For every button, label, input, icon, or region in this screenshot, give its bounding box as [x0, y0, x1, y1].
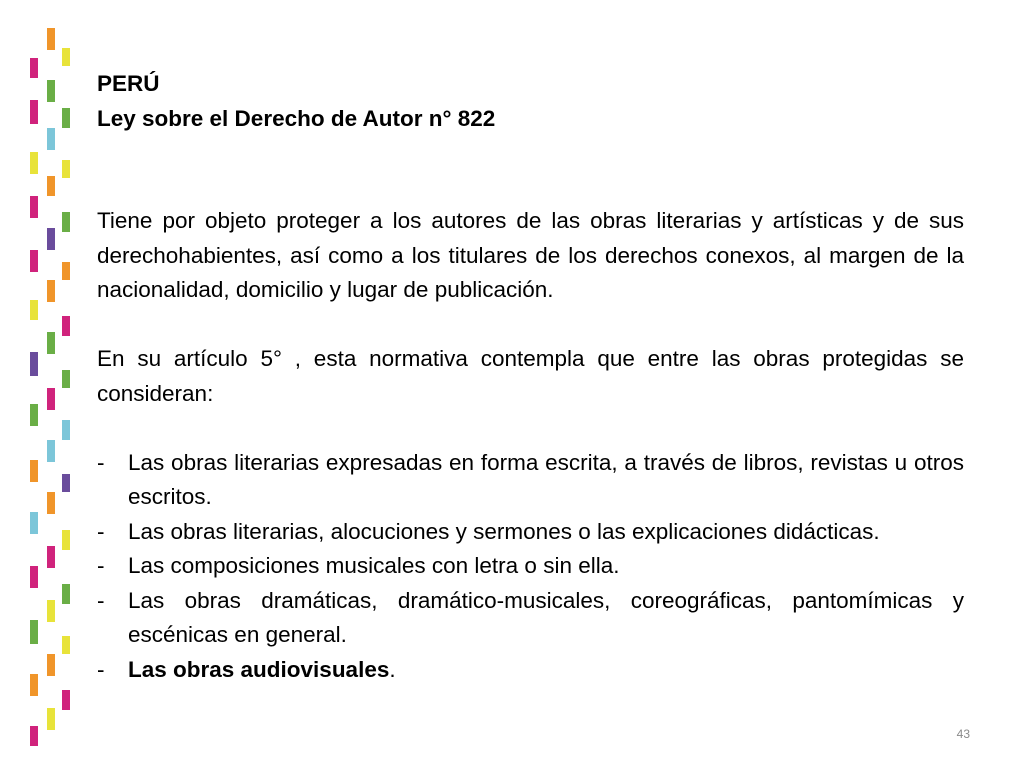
decor-bar — [30, 58, 38, 78]
decor-bar — [47, 176, 55, 196]
list-item-bold-text: Las obras audiovisuales — [128, 656, 390, 682]
decor-bar — [62, 212, 70, 232]
decor-bar — [47, 600, 55, 622]
list-item-period: . — [389, 656, 396, 682]
decor-bar — [30, 196, 38, 218]
decor-bar — [62, 370, 70, 388]
decor-bar — [30, 620, 38, 644]
decor-bar — [47, 332, 55, 354]
list-item — [97, 653, 964, 688]
list-item-text: Las obras literarias expresadas en forma escrita, a través de libros, revistas u otros escritos. — [128, 449, 964, 509]
list-item-text: Las obras literarias, alocuciones y sermones o las explicaciones didácticas. — [128, 518, 880, 544]
decor-bar — [30, 352, 38, 376]
list-item — [97, 515, 964, 550]
list-dash: - — [97, 449, 105, 475]
list-dash: - — [97, 587, 105, 613]
decor-bar — [62, 636, 70, 654]
decor-bar — [30, 674, 38, 696]
list-item — [97, 549, 964, 584]
decor-bar — [47, 708, 55, 730]
decor-bar — [62, 584, 70, 604]
decor-bar — [62, 48, 70, 66]
decor-bar — [30, 404, 38, 426]
decor-bar — [62, 316, 70, 336]
decor-bar — [30, 152, 38, 174]
decor-bar — [30, 512, 38, 534]
decor-bar — [30, 100, 38, 124]
law-title: Ley sobre el Derecho de Autor n° 822 — [97, 105, 496, 131]
decor-bar — [47, 228, 55, 250]
decor-bar — [47, 654, 55, 676]
list-dash: - — [97, 553, 105, 578]
decorative-color-strip — [0, 0, 90, 768]
decor-bar — [47, 440, 55, 462]
page-number: 43 — [956, 727, 970, 741]
slide-body — [97, 67, 964, 687]
decor-bar — [62, 108, 70, 128]
decor-bar — [47, 388, 55, 410]
list-item-text: Las composiciones musicales con letra o sin ella. — [128, 553, 620, 578]
decor-bar — [47, 546, 55, 568]
intro-paragraph: Tiene por objeto proteger a los autores de las obras literarias y artísticas y de sus derechohabientes, así como a los titulares de los derechos conexos, al margen de la nacionalidad, domicilio y lugar de publicación. — [97, 208, 964, 302]
decor-bar — [47, 80, 55, 102]
decor-bar — [30, 300, 38, 320]
decor-bar — [62, 690, 70, 710]
decor-bar — [62, 420, 70, 440]
decor-bar — [62, 262, 70, 280]
article-paragraph: En su artículo 5° , esta normativa contempla que entre las obras protegidas se consideran: — [97, 346, 964, 406]
list-item — [97, 584, 964, 653]
decor-bar — [30, 250, 38, 272]
decor-bar — [30, 566, 38, 588]
decor-bar — [47, 280, 55, 302]
list-dash: - — [97, 656, 105, 682]
country-heading: PERÚ — [97, 71, 160, 96]
decor-bar — [47, 492, 55, 514]
decor-bar — [47, 128, 55, 150]
decor-bar — [30, 726, 38, 746]
protected-works-list — [97, 446, 964, 688]
list-item-text: Las obras dramáticas, dramático-musicales, coreográficas, pantomímicas y escénicas en general. — [128, 587, 964, 647]
decor-bar — [62, 474, 70, 492]
list-dash: - — [97, 518, 105, 544]
decor-bar — [62, 530, 70, 550]
list-item — [97, 446, 964, 515]
decor-bar — [30, 460, 38, 482]
decor-bar — [62, 160, 70, 178]
decor-bar — [47, 28, 55, 50]
